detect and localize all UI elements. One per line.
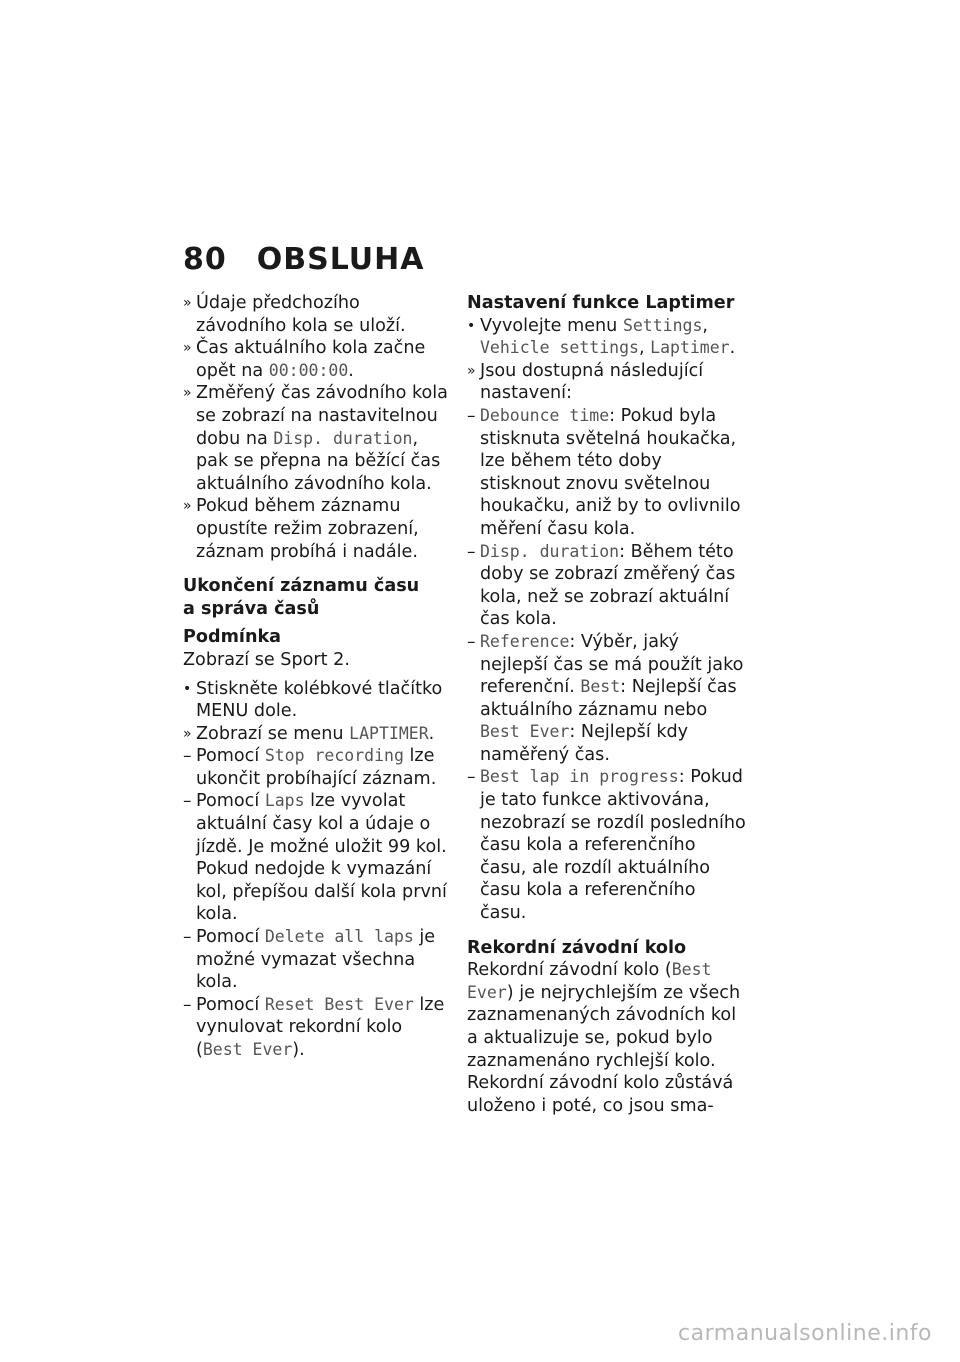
list-item	[183, 745, 453, 790]
menu-code-text: Reference	[480, 631, 570, 651]
section-title-record-lap: Rekordní závodní kolo	[467, 937, 687, 958]
list-item	[183, 337, 453, 382]
dash-icon: –	[467, 405, 476, 426]
list-item	[467, 315, 747, 360]
body-text: Jsou dostupná následující nastavení:	[480, 360, 704, 404]
body-text: Pomocí	[196, 791, 265, 812]
body-text: .	[348, 360, 354, 381]
right-settings-list	[467, 315, 747, 925]
left-steps-list	[183, 678, 453, 1062]
body-text: lze vyvolat aktuální časy kol a údaje o jízdě. Je možné uložit 99 kol. Pokud nedojde k vymazání kol, přepíšou další kola první kola.	[196, 791, 447, 925]
page-number: 80	[183, 242, 227, 277]
body-text: .	[729, 338, 736, 359]
menu-code-text: Reset Best Ever	[264, 994, 414, 1014]
body-text: Údaje předchozího závodního kola se uloží.	[196, 293, 406, 336]
body-text: Pomocí	[196, 994, 265, 1015]
condition-label: Podmínka	[183, 627, 282, 648]
body-text: je možné vymazat všechna kola.	[196, 927, 436, 993]
menu-code-text: Laps	[264, 791, 305, 811]
menu-code-text: Debounce time	[480, 405, 610, 425]
menu-code-text: Vehicle settings	[480, 338, 639, 358]
body-text: Zobrazí se menu	[196, 723, 350, 744]
page-header	[183, 242, 424, 277]
list-item	[183, 723, 453, 746]
result-arrow-icon: »	[183, 295, 192, 311]
list-item	[467, 541, 747, 631]
right-column	[467, 292, 747, 1117]
result-arrow-icon: »	[183, 725, 192, 742]
list-item	[467, 360, 747, 405]
body-text: ,	[638, 338, 651, 359]
body-text: ) je nejrychlejším ze všech zaznamenaných závodních kol a aktualizuje se, pokud bylo zaznamenáno rychlejší kolo. Rekordní závodní kolo zůstává uloženo i poté, co jsou sma-	[467, 982, 741, 1116]
body-text: : Nejlepší kdy naměřený čas.	[480, 722, 689, 765]
menu-code-text: LAPTIMER	[349, 723, 429, 743]
menu-code-text: Best	[580, 677, 621, 697]
list-item	[183, 495, 453, 563]
dash-icon: –	[183, 791, 192, 812]
list-item	[183, 994, 453, 1062]
body-text: : Nejlepší čas aktuálního záznamu nebo	[480, 677, 737, 720]
dash-icon: –	[183, 746, 192, 767]
menu-code-text: Delete all laps	[264, 927, 414, 947]
body-text: ).	[292, 1040, 305, 1060]
body-text: Pomocí	[196, 746, 265, 767]
list-item	[467, 631, 747, 767]
list-item	[183, 292, 453, 337]
result-arrow-icon: »	[183, 385, 192, 402]
menu-code-text: Settings	[622, 315, 703, 335]
menu-code-text: Disp. duration	[273, 428, 413, 448]
condition-text: Zobrazí se Sport 2.	[183, 649, 350, 670]
menu-code-text: Disp. duration	[480, 541, 620, 561]
body-text: lze ukončit probíhající záznam.	[196, 746, 437, 789]
body-text: : Pokud je tato funkce aktivována, nezobrazí se rozdíl posledního času kola a referenčního času, ale rozdíl aktuálního času kola a referenčního času.	[480, 767, 746, 924]
dash-icon: –	[183, 927, 192, 948]
menu-code-text: Best Ever	[467, 960, 712, 1002]
menu-code-text: 00:00:00	[268, 360, 349, 380]
page-title: OBSLUHA	[256, 242, 425, 277]
body-text: Vyvolejte menu	[480, 315, 623, 336]
body-text: Rekordní závodní kolo (	[467, 960, 672, 981]
list-item	[183, 926, 453, 994]
body-text: Stiskněte kolébkové tlačítko MENU dole.	[196, 678, 443, 722]
body-text: ,	[702, 315, 709, 336]
body-text: Pokud během záznamu opustíte režim zobrazení, záznam probíhá i nadále.	[196, 496, 419, 562]
body-text: : Pokud byla stisknuta světelná houkačka, lze během této doby stisknout znovu světelnou houkačku, aniž by to ovlivnilo měření času kola.	[480, 405, 741, 539]
list-item	[467, 405, 747, 541]
list-item	[183, 678, 453, 723]
menu-code-text: Stop recording	[264, 746, 404, 766]
list-item	[183, 382, 453, 495]
section-title-manage-times: a správa časů	[183, 598, 320, 619]
menu-code-text: Laptimer	[650, 338, 730, 358]
bullet-icon: •	[183, 680, 192, 697]
record-lap-paragraph	[467, 959, 747, 1117]
body-text: , pak se přepna na běžící čas aktuálního závodního kola.	[196, 428, 441, 494]
dash-icon: –	[183, 994, 192, 1015]
dash-icon: –	[467, 767, 476, 788]
dash-icon: –	[467, 631, 476, 652]
result-arrow-icon: »	[183, 498, 192, 515]
left-notes-list	[183, 292, 453, 563]
result-arrow-icon: »	[183, 340, 192, 357]
left-column	[183, 292, 453, 1062]
list-item	[467, 766, 747, 924]
dash-icon: –	[467, 541, 476, 562]
bullet-icon: •	[467, 317, 476, 334]
result-arrow-icon: »	[467, 362, 476, 379]
menu-code-text: Best lap in progress	[480, 767, 679, 787]
body-text: .	[428, 723, 435, 744]
body-text: Změřený čas závodního kola se zobrazí na nastavitelnou dobu na	[196, 383, 448, 449]
body-text: lze vynulovat rekordní kolo (	[196, 994, 445, 1060]
body-text: : Výběr, jaký nejlepší čas se má použít jako referenční.	[480, 631, 744, 698]
section-title-laptimer-settings: Nastavení funkce Laptimer	[467, 293, 735, 313]
watermark: carmanualsonline.info	[678, 1321, 932, 1346]
menu-code-text: Best Ever	[480, 722, 570, 742]
body-text: : Během této doby se zobrazí změřený čas kola, než se zobrazí aktuální čas kola.	[480, 541, 736, 630]
body-text: Pomocí	[196, 927, 265, 948]
menu-code-text: Best Ever	[202, 1040, 293, 1059]
section-title-stop-recording: Ukončení záznamu času	[183, 576, 420, 597]
list-item	[183, 790, 453, 926]
body-text: Čas aktuálního kola začne opět na	[196, 338, 426, 381]
